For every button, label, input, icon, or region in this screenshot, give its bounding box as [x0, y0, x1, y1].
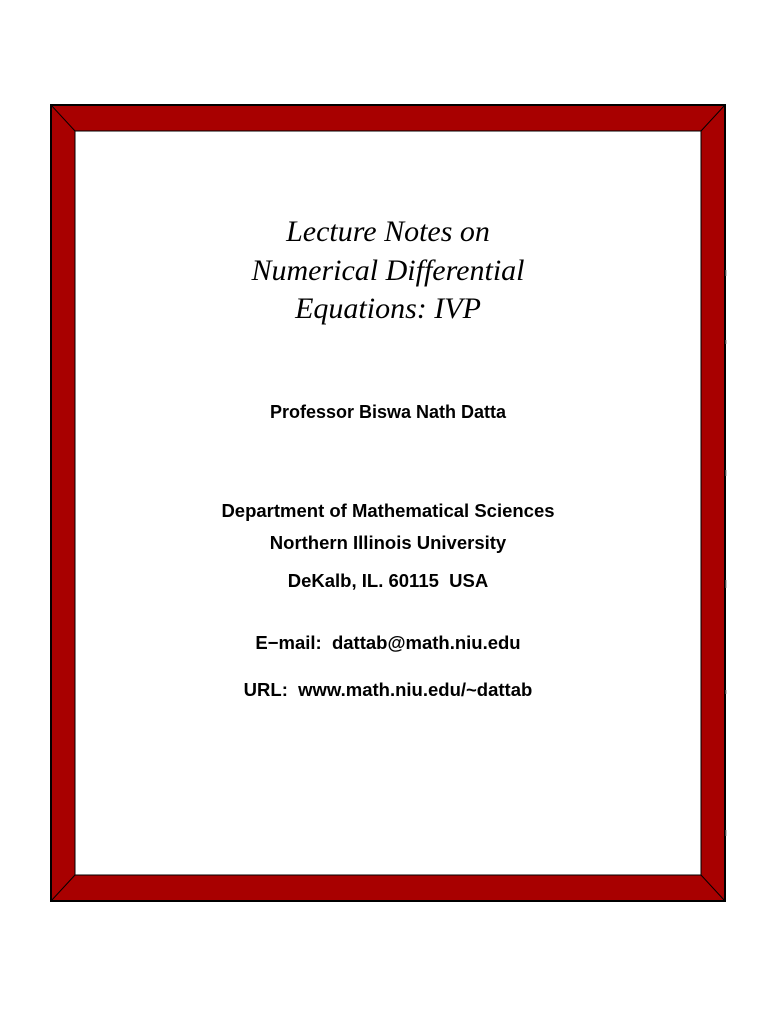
title-line-2: Numerical Differential [251, 253, 525, 287]
address-line: DeKalb, IL. 60115 USA [287, 570, 489, 591]
title-line-1: Lecture Notes on [286, 215, 490, 248]
edge-scan-marks [724, 270, 728, 890]
document-title [51, 213, 725, 329]
department-line: Department of Mathematical Sciences [221, 500, 555, 521]
author-name: Professor Biswa Nath Datta [269, 402, 507, 422]
email-line: E−mail: dattab@math.niu.edu [255, 632, 521, 653]
title-line-3: Equations: IVP [295, 292, 481, 325]
url-line: URL: www.math.niu.edu/~dattab [243, 679, 533, 700]
cover-frame [50, 104, 726, 902]
university-line: Northern Illinois University [269, 532, 507, 553]
